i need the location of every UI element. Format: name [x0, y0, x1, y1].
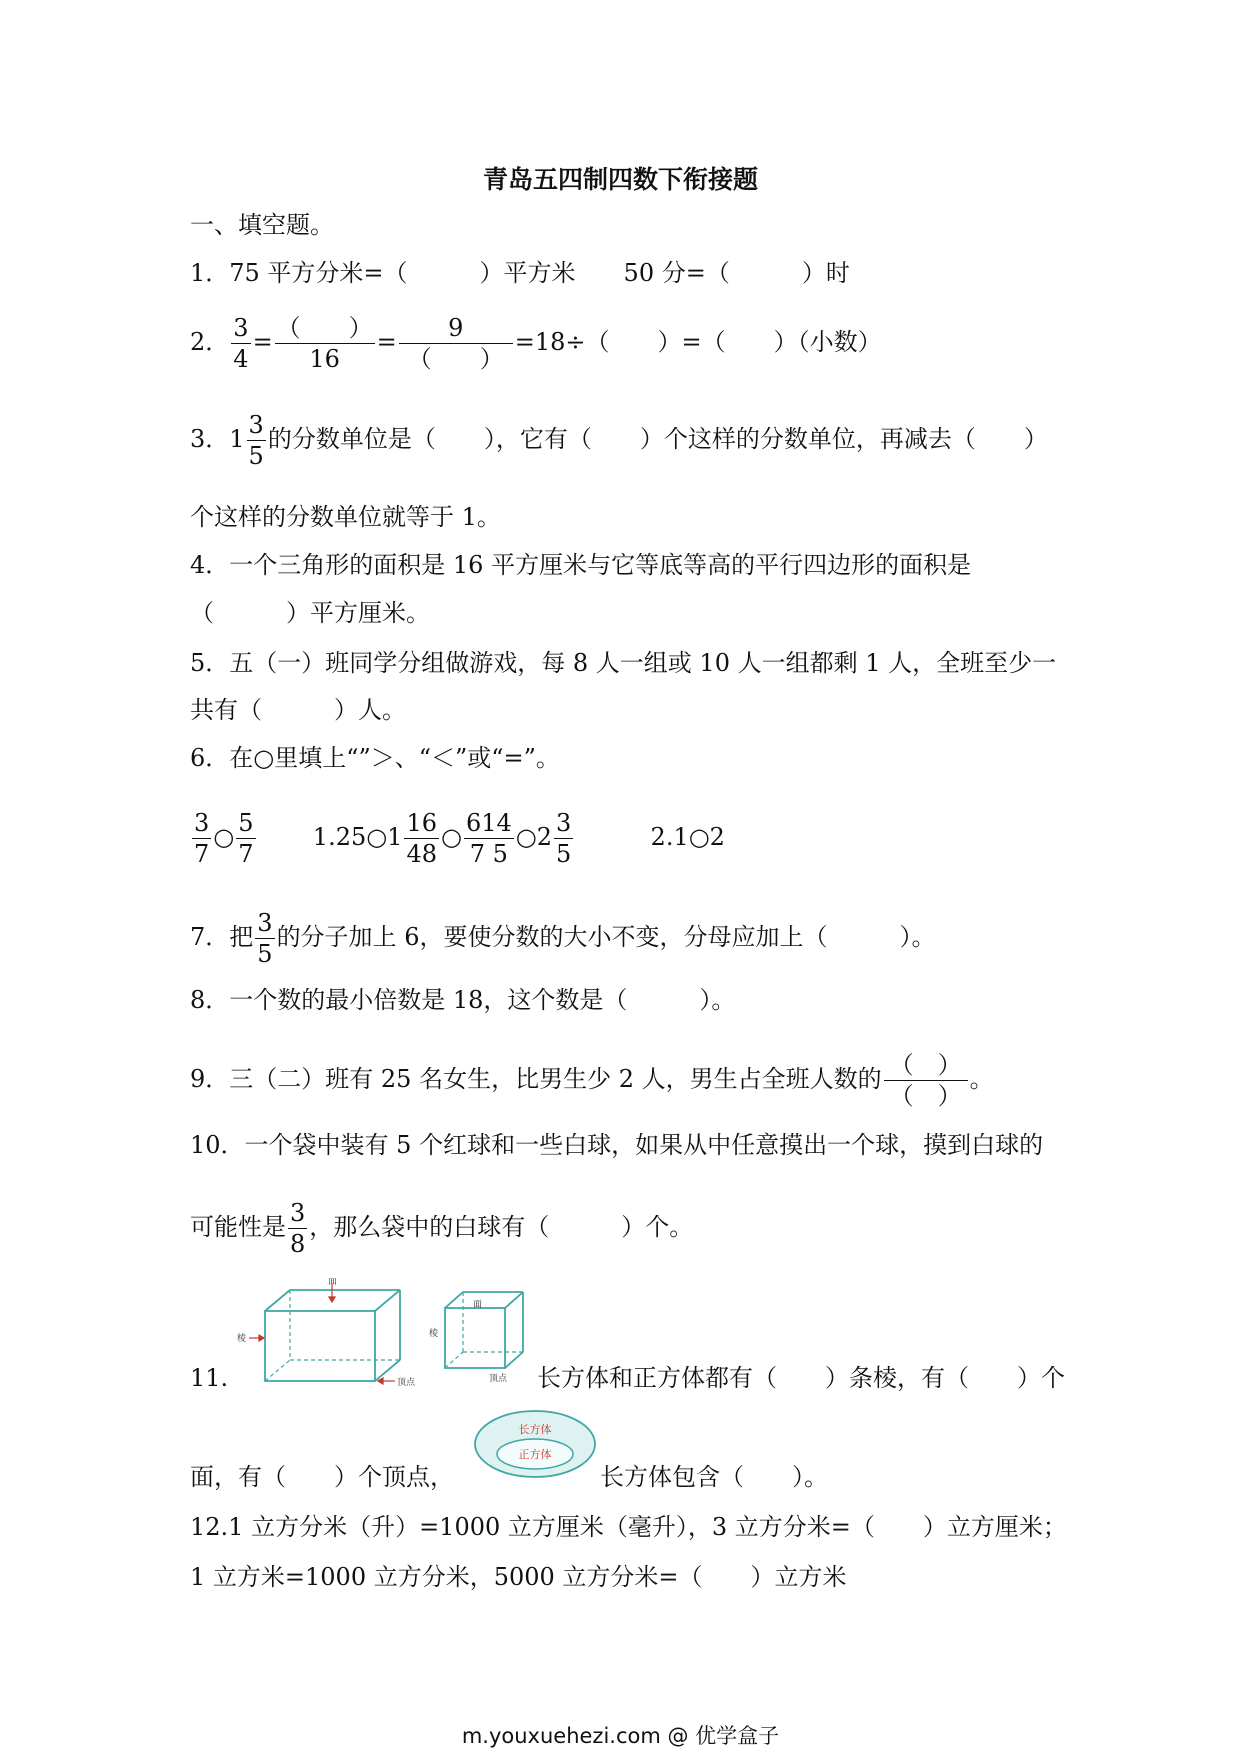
q6-fraction-b: $\frac{5}{7}$	[238, 809, 254, 868]
question-11-text: 长方体和正方体都有（ ）条棱，有（ ）个	[537, 1364, 1065, 1392]
cuboid-front-face	[265, 1311, 375, 1381]
q3-prefix: 3．1	[190, 425, 245, 453]
question-11-line2a: 面，有（ ）个顶点，	[190, 1463, 454, 1491]
venn-inner-label: 正方体	[518, 1448, 552, 1461]
q10-fraction: $\frac{3}{8}$	[290, 1199, 306, 1258]
section-heading: 一、填空题。	[190, 211, 334, 239]
q3-text: 的分数单位是（ ），它有（ ）个这样的分数单位，再减去（ ）	[267, 425, 1048, 453]
cube-edge-label: 棱	[429, 1329, 439, 1339]
q7-text: 的分子加上 6，要使分数的大小不变，分母应加上（ ）。	[276, 923, 936, 951]
q10-text: ，那么袋中的白球有（ ）个。	[309, 1213, 694, 1241]
page-title: 青岛五四制四数下衔接题	[482, 165, 758, 194]
q7-prefix: 7．把	[190, 923, 254, 951]
q2-fraction-2: $\frac{( )}{16}$	[276, 314, 373, 373]
q2-prefix: 2．	[190, 328, 230, 356]
question-4-line2: （ ）平方厘米。	[190, 599, 430, 627]
q6-fraction-e: $\frac{614}{7 5}$	[465, 809, 512, 868]
question-6: 6．在○里填上“”＞、“＜”或“=”。	[190, 744, 560, 772]
q6-item-h: 2.1○2	[650, 823, 725, 851]
question-9	[190, 1050, 994, 1111]
question-5-line1: 5．五（一）班同学分组做游戏，每 8 人一组或 10 人一组都剩 1 人，全班至少一	[190, 649, 1057, 677]
cube-face-label: 面	[473, 1300, 483, 1310]
q2-fraction-1: $\frac{3}{4}$	[233, 314, 249, 373]
q9-text: 9．三（二）班有 25 名女生，比男生少 2 人，男生占全班人数的	[190, 1065, 882, 1093]
q6-item-f: ○2	[515, 823, 552, 851]
question-10-line1: 10．一个袋中装有 5 个红球和一些白球，如果从中任意摸出一个球，摸到白球的	[190, 1131, 1044, 1159]
question-1: 1．75 平方分米=（ ）平方米 50 分=（ ）时	[190, 259, 850, 287]
question-10-line2	[190, 1198, 693, 1259]
question-4-line1: 4．一个三角形的面积是 16 平方厘米与它等底等高的平行四边形的面积是	[190, 551, 972, 579]
q7-fraction: $\frac{3}{5}$	[257, 909, 273, 968]
question-8: 8．一个数的最小倍数是 18，这个数是（ ）。	[190, 986, 736, 1014]
q2-fraction-3: $\frac{9}{( )}$	[399, 313, 513, 374]
question-12-line1: 12.1 立方分米（升）=1000 立方厘米（毫升），3 立方分米=（ ）立方厘米；	[190, 1513, 1067, 1541]
q10-prefix: 可能性是	[190, 1213, 286, 1241]
question-11-line2b: 长方体包含（ ）。	[600, 1463, 828, 1491]
q6-fraction-d: $\frac{16}{48}$	[406, 809, 437, 868]
question-2: 2． $\frac{3}{4}$ = $\frac{( )}{16}$ = $\frac{9}{( )}$ =18÷（ ）=（ ）（小数）	[190, 314, 882, 373]
question-6-items	[190, 808, 725, 869]
question-3	[190, 410, 1048, 471]
cube-diagram	[425, 1278, 535, 1393]
venn-outer-label: 长方体	[518, 1423, 552, 1436]
q6-item-c: 1.25○1	[312, 823, 403, 851]
venn-diagram	[470, 1408, 600, 1480]
q9-fraction: $\frac{( )}{( )}$	[884, 1050, 968, 1111]
cuboid-edge-label: 棱	[237, 1334, 247, 1344]
footer-watermark: m.youxuehezi.com @ 优学盒子	[461, 1724, 780, 1748]
cube-vertex-label: 顶点	[489, 1374, 508, 1384]
q2-tail: =18÷（ ）=（ ）（小数）	[514, 328, 882, 356]
q6-circle-1: ○	[213, 823, 235, 851]
q6-fraction-g: $\frac{3}{5}$	[555, 809, 572, 868]
question-7	[190, 908, 935, 969]
question-5-line2: 共有（ ）人。	[190, 696, 406, 724]
cuboid-face-label: 面	[328, 1278, 338, 1287]
question-3-line2: 个这样的分数单位就等于 1。	[190, 503, 501, 531]
question-12-line2: 1 立方米=1000 立方分米，5000 立方分米=（ ）立方米	[190, 1563, 847, 1591]
q9-end: 。	[969, 1065, 994, 1093]
q3-fraction: $\frac{3}{5}$	[248, 411, 264, 470]
question-11-prefix: 11.	[190, 1364, 229, 1392]
cube-front-face	[445, 1308, 505, 1368]
q6-fraction-a: $\frac{3}{7}$	[194, 809, 210, 868]
q6-circle-2: ○	[441, 823, 462, 851]
cuboid-diagram	[235, 1278, 435, 1393]
cuboid-vertex-label: 顶点	[397, 1378, 416, 1388]
